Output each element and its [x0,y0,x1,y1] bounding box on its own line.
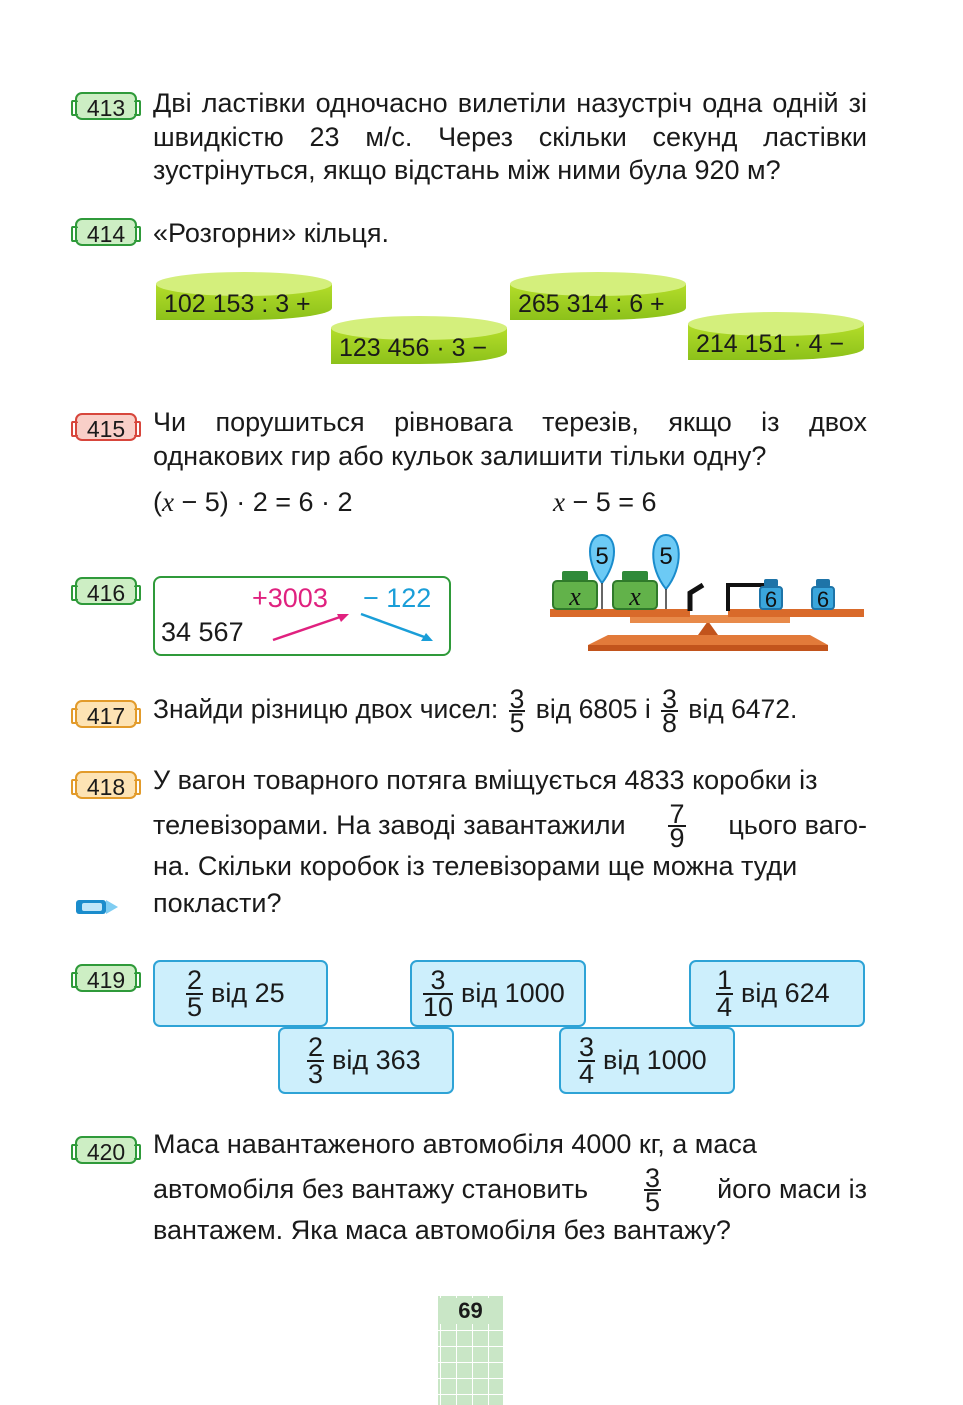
equation-2: x − 5 = 6 [553,487,657,517]
pencil-icon [74,895,122,919]
weight-6-right [812,579,834,612]
task-413-text: Дві ластівки одночасно вилетіли назустріч одна одній зі швидкістю 23 м/с. Через скільки секунд ластівки зустрінуться, якщо відстань між ними була 920 м? [153,88,867,185]
fraction-box-4: $\frac{2}{3}$ від 363 [278,1027,454,1094]
ring-2 [331,316,507,366]
weight-label: x [569,582,581,611]
fraction-3-5: $\frac{3}{5}$ [645,1163,661,1217]
balloon-label: 5 [659,543,673,570]
task-number-416: 416 [75,577,137,605]
arrow-blue [361,614,427,638]
chain-box [153,576,451,656]
task-418-text: У вагон товарного потяга вміщується 4833 коробки із телевізорами. На заводі завантажили $\frac{7}{9}$ цього ваго- на. Скільки коробок із телевізорами ще можна туди покласти? [153,765,867,918]
fraction-box-2: $\frac{3}{10}$ від 1000 [410,960,586,1027]
scale-base [588,635,828,645]
fraction-box-1: $\frac{2}{5}$ від 25 [153,960,328,1027]
task-number-420: 420 [75,1136,137,1164]
weight-x-middle [613,571,657,611]
task-number-417: 417 [75,700,137,728]
task-number-418: 418 [75,771,137,799]
weight-label: x [629,582,641,611]
task-number-419: 419 [75,964,137,992]
ring-3 [510,272,686,322]
arrow-pink [273,616,343,640]
ring-2-label: 123 456 · 3 − [339,334,488,362]
weight-label: 6 [764,587,778,612]
balloon-label: 5 [595,543,609,570]
task-number-413: 413 [75,92,137,120]
task-415-text: Чи порушиться рівновага терезів, якщо із двох однакових гир або кульок залишити тільки одну? [153,407,867,471]
task-number-415: 415 [75,413,137,441]
task-414-text: «Розгорни» кільця. [153,218,389,248]
task-number-414: 414 [75,218,137,246]
chain-op-subtract: − 122 [363,583,432,613]
fraction-box-3: $\frac{1}{4}$ від 624 [689,960,865,1027]
weight-x-left [553,571,597,611]
right-pan [728,609,864,617]
fraction-3-8: $\frac{3}{8}$ [662,684,677,738]
page-number-grid [438,1296,503,1405]
task-420-text: Маса навантаженого автомобіля 4000 кг, а маса автомобіля без вантажу становить $\frac{3}{5}$ його маси із вантажем. Яка маса автомобіля без вантажу? [153,1129,867,1245]
chain-arrows [265,608,445,648]
chain-op-add: +3003 [252,583,328,613]
text-part: Знайди різницю двох чисел: [153,694,499,724]
ring-4-label: 214 151 · 4 − [696,330,845,358]
fraction-7-9: $\frac{7}{9}$ [669,799,685,853]
equation-1: (x − 5) · 2 = 6 · 2 [153,487,353,517]
ring-1-label: 102 153 : 3 + [164,290,311,318]
ring-3-label: 265 314 : 6 + [518,290,665,318]
text-part: від 6472. [688,694,798,724]
task-417-text [153,684,798,738]
fraction-3-5: $\frac{3}{5}$ [509,684,525,738]
page-number: 69 [438,1298,503,1324]
fraction-box-5: $\frac{3}{4}$ від 1000 [559,1027,735,1094]
ring-1 [156,272,332,322]
text-part: від 6805 і [535,694,651,724]
weight-label: 6 [816,587,830,612]
ring-4 [688,312,864,362]
chain-start: 34 567 [161,617,244,647]
balance-scale-illustration [548,533,868,658]
